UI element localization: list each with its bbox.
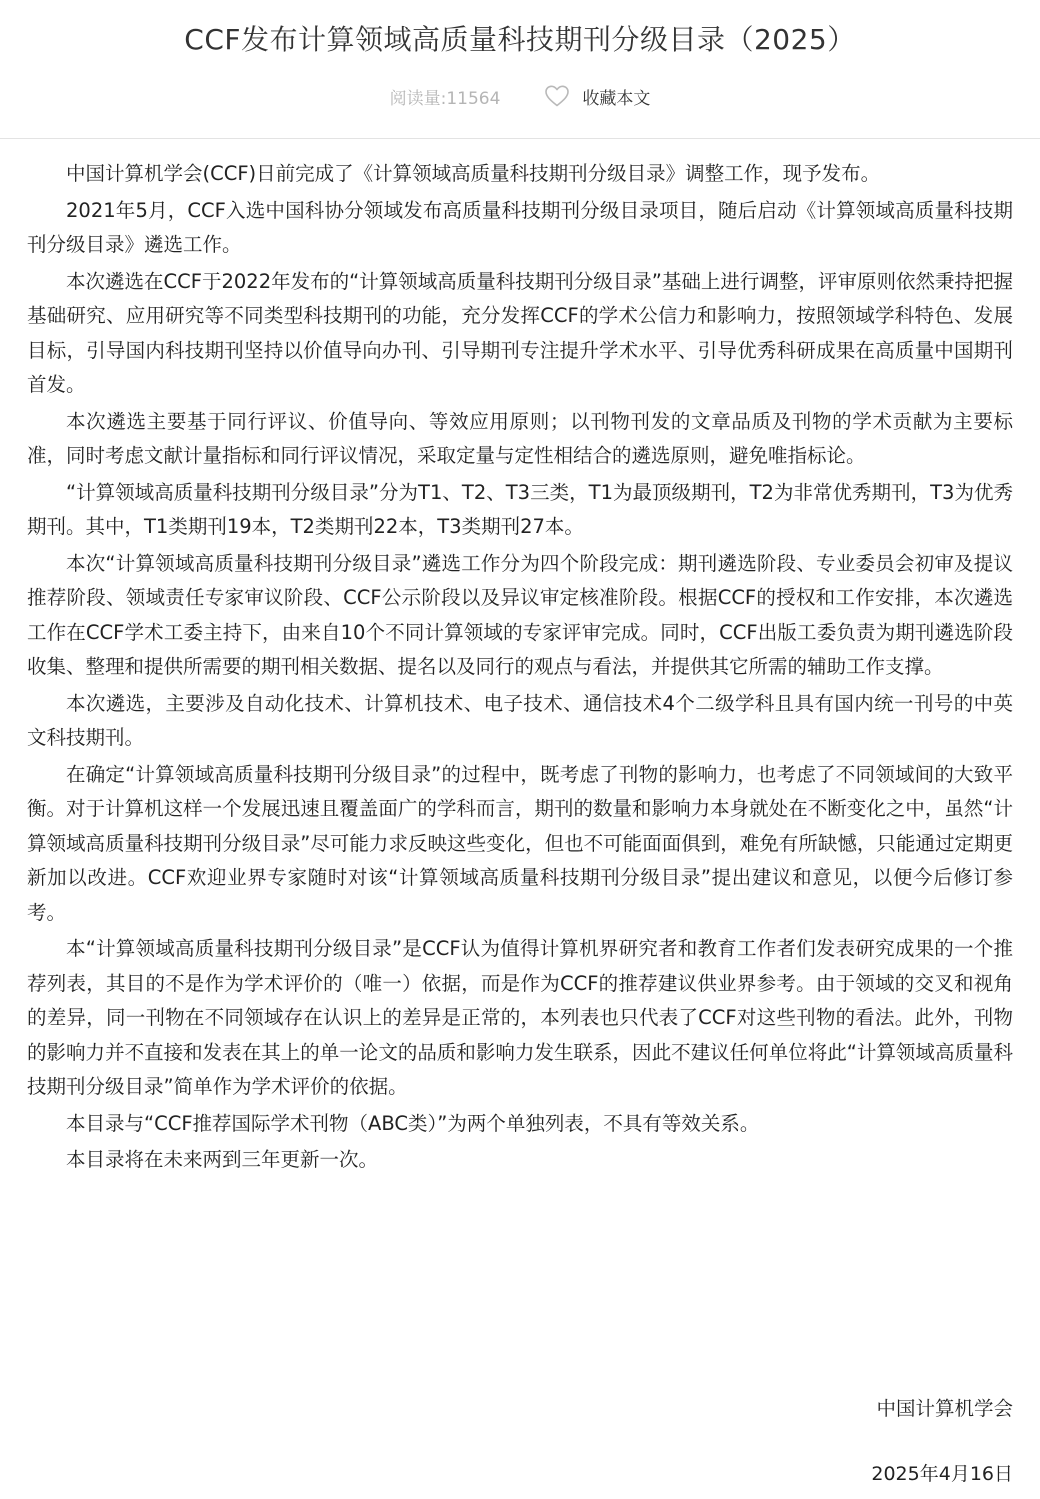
paragraph: 本次遴选，主要涉及自动化技术、计算机技术、电子技术、通信技术4个二级学科且具有国内统一刊号的中英文科技期刊。 <box>27 691 1013 749</box>
paragraph: 本次遴选在CCF于2022年发布的“计算领域高质量科技期刊分级目录”基础上进行调整，评审原则依然秉持把握基础研究、应用研究等不同类型科技期刊的功能，充分发挥CCF的学术公信力和影响力，按照领域学科特色、发展目标，引导国内科技期刊坚持以价值导向办刊、引导期刊专注提升学术水平、引导优秀科研成果在高质量中国期刊首发。 <box>27 269 1013 396</box>
paragraph: 本“计算领域高质量科技期刊分级目录”是CCF认为值得计算机界研究者和教育工作者们发表研究成果的一个推荐列表，其目的不是作为学术评价的（唯一）依据，而是作为CCF的推荐建议供业界参考。由于领域的交叉和视角的差异，同一刊物在不同领域存在认识上的差异是正常的，本列表也只代表了CCF对这些刊物的看法。此外，刊物的影响力并不直接和发表在其上的单一论文的品质和影响力发生联系，因此不建议任何单位将此“计算领域高质量科技期刊分级目录”简单作为学术评价的依据。 <box>27 937 1013 1098</box>
paragraph: “计算领域高质量科技期刊分级目录”分为T1、T2、T3三类，T1为最顶级期刊，T2为非常优秀期刊，T3为优秀期刊。其中，T1类期刊19本，T2类期刊22本，T3类期刊27本。 <box>27 480 1013 538</box>
article-meta <box>0 80 1040 112</box>
paragraph: 中国计算机学会(CCF)日前完成了《计算领域高质量科技期刊分级目录》调整工作，现予发布。 <box>66 162 881 185</box>
paragraph: 在确定“计算领域高质量科技期刊分级目录”的过程中，既考虑了刊物的影响力，也考虑了不同领域间的大致平衡。对于计算机这样一个发展迅速且覆盖面广的学科而言，期刊的数量和影响力本身就处在不断变化之中，虽然“计算领域高质量科技期刊分级目录”尽可能力求反映这些变化，但也不可能面面俱到，难免有所缺憾，只能通过定期更新加以改进。CCF欢迎业界专家随时对该“计算领域高质量科技期刊分级目录”提出建议和意见，以便今后修订参考。 <box>27 762 1013 924</box>
page-title: CCF发布计算领域高质量科技期刊分级目录（2025） <box>184 23 856 56</box>
read-count: 阅读量:11564 <box>389 88 501 109</box>
paragraph: 2021年5月，CCF入选中国科协分领域发布高质量科技期刊分级目录项目，随后启动《计算领域高质量科技期刊分级目录》遴选工作。 <box>27 198 1013 256</box>
signature-organization: 中国计算机学会 <box>876 1397 1013 1420</box>
paragraph: 本次“计算领域高质量科技期刊分级目录”遴选工作分为四个阶段完成：期刊遴选阶段、专业委员会初审及提议推荐阶段、领域责任专家审议阶段、CCF公示阶段以及异议审定核准阶段。根据CCF的授权和工作安排，本次遴选工作在CCF学术工委主持下，由来自10个不同计算领域的专家评审完成。同时，CCF出版工委负责为期刊遴选阶段收集、整理和提供所需要的期刊相关数据、提名以及同行的观点与看法，并提供其它所需的辅助工作支撑。 <box>27 551 1013 678</box>
paragraph: 本目录将在未来两到三年更新一次。 <box>66 1148 379 1171</box>
favorite-button[interactable] <box>544 84 650 109</box>
favorite-label: 收藏本文 <box>582 88 651 109</box>
article-body <box>27 157 1013 1180</box>
article-header <box>0 0 1040 139</box>
paragraph: 本目录与“CCF推荐国际学术刊物（ABC类）”为两个单独列表，不具有等效关系。 <box>66 1111 760 1135</box>
paragraph: 本次遴选主要基于同行评议、价值导向、等效应用原则；以刊物刊发的文章品质及刊物的学术贡献为主要标准，同时考虑文献计量指标和同行评议情况，采取定量与定性相结合的遴选原则，避免唯指标论。 <box>27 409 1013 467</box>
heart-outline-icon <box>544 84 570 108</box>
signature-date: 2025年4月16日 <box>871 1463 1013 1485</box>
